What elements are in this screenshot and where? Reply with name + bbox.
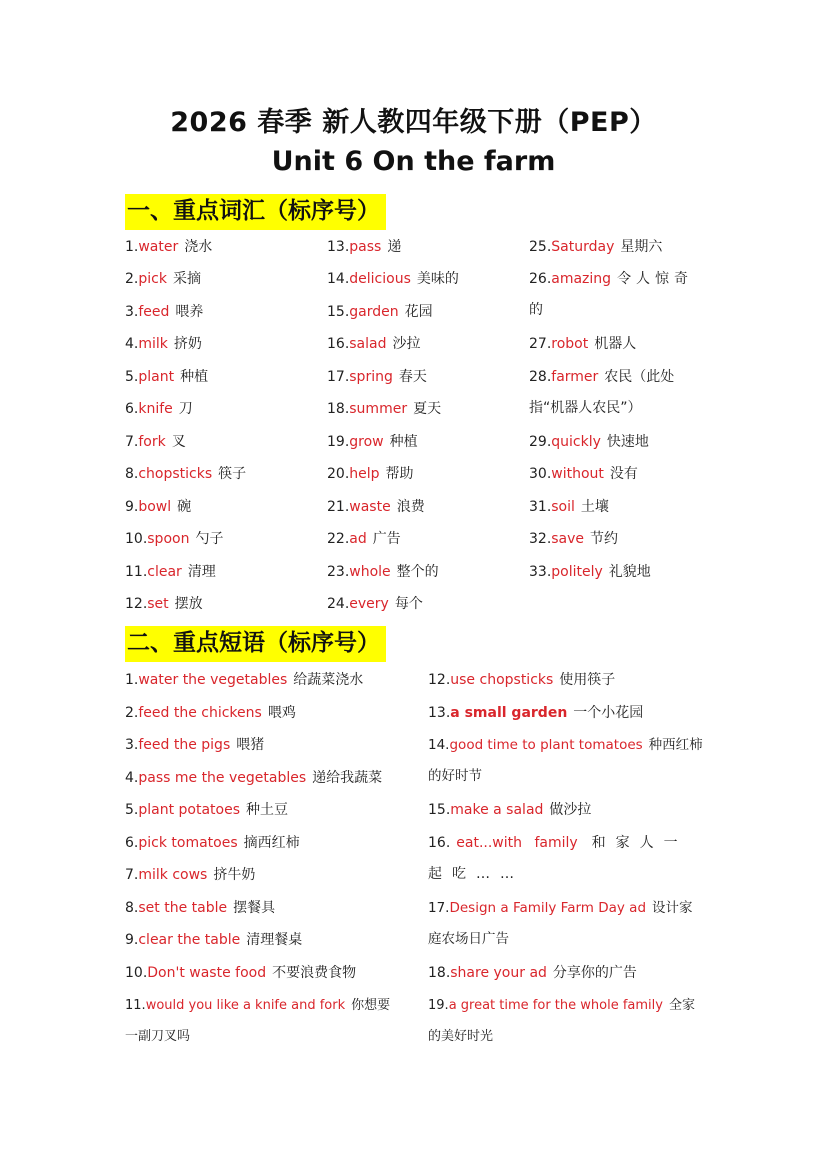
- vocab-item: 8.chopsticks 筷子: [125, 466, 247, 482]
- page-title: 2026 春季 新人教四年级下册（PEP）: [170, 107, 657, 138]
- phrase-item: 19.a great time for the whole family 全家的美好时光: [428, 998, 695, 1044]
- vocab-item: 15.garden 花园: [327, 304, 433, 320]
- vocab-item: 11.clear 清理: [125, 564, 216, 580]
- phrase-item: 17.Design a Family Farm Day ad 设计家庭农场日广告: [428, 900, 693, 947]
- vocab-item: 28.farmer 农民（此处指“机器人农民”）: [529, 369, 675, 416]
- section-heading-vocabulary: 一、重点词汇（标序号）: [125, 194, 386, 230]
- vocab-item: 14.delicious 美味的: [327, 271, 459, 287]
- vocab-item: 29.quickly 快速地: [529, 434, 649, 450]
- phrase-item: 12.use chopsticks 使用筷子: [428, 672, 616, 688]
- vocab-item: 21.waste 浪费: [327, 499, 425, 515]
- vocab-item: 19.grow 种植: [327, 434, 418, 450]
- vocab-item: 6.knife 刀: [125, 401, 193, 417]
- vocab-item: 3.feed 喂养: [125, 304, 204, 320]
- phrase-item: 16. eat...with family 和家人一起吃……: [428, 835, 688, 882]
- phrase-item: 10.Don't waste food 不要浪费食物: [125, 965, 357, 981]
- section-heading-phrases: 二、重点短语（标序号）: [125, 626, 386, 662]
- phrase-item: 7.milk cows 挤牛奶: [125, 867, 256, 883]
- phrase-item: 14.good time to plant tomatoes 种西红柿的好时节: [428, 737, 703, 784]
- vocab-item: 16.salad 沙拉: [327, 336, 421, 352]
- phrase-item: 9.clear the table 清理餐桌: [125, 932, 303, 948]
- vocab-item: 30.without 没有: [529, 466, 638, 482]
- vocab-item: 17.spring 春天: [327, 369, 427, 385]
- phrase-item: 3.feed the pigs 喂猪: [125, 737, 265, 753]
- vocab-item: 7.fork 叉: [125, 434, 186, 450]
- phrase-item: 1.water the vegetables 给蔬菜浇水: [125, 672, 364, 688]
- phrase-item: 15.make a salad 做沙拉: [428, 802, 592, 818]
- vocab-item: 1.water 浇水: [125, 239, 213, 255]
- phrase-item: 2.feed the chickens 喂鸡: [125, 705, 296, 721]
- phrase-item: 11.would you like a knife and fork 你想要一副刀叉吗: [125, 998, 391, 1044]
- vocab-item: 22.ad 广告: [327, 531, 401, 547]
- vocab-item: 4.milk 挤奶: [125, 336, 202, 352]
- phrase-item: 13.a small garden 一个小花园: [428, 705, 644, 721]
- vocab-item: 10.spoon 勺子: [125, 531, 224, 547]
- phrase-item: 6.pick tomatoes 摘西红柿: [125, 835, 300, 851]
- vocab-item: 12.set 摆放: [125, 596, 203, 612]
- phrase-item: 8.set the table 摆餐具: [125, 900, 276, 916]
- vocab-item: 27.robot 机器人: [529, 336, 637, 352]
- vocab-item: 26.amazing 令人惊奇的: [529, 271, 694, 318]
- vocab-item: 18.summer 夏天: [327, 401, 442, 417]
- vocab-item: 13.pass 递: [327, 239, 402, 255]
- vocab-item: 32.save 节约: [529, 531, 619, 547]
- vocab-item: 5.plant 种植: [125, 369, 209, 385]
- vocab-item: 2.pick 采摘: [125, 271, 201, 287]
- phrase-item: 5.plant potatoes 种土豆: [125, 802, 289, 818]
- vocab-item: 31.soil 土壤: [529, 499, 609, 515]
- vocab-item: 23.whole 整个的: [327, 564, 439, 580]
- vocab-item: 20.help 帮助: [327, 466, 414, 482]
- unit-title: Unit 6 On the farm: [271, 146, 556, 177]
- phrase-item: 18.share your ad 分享你的广告: [428, 965, 637, 981]
- vocab-item: 9.bowl 碗: [125, 499, 192, 515]
- vocab-item: 24.every 每个: [327, 596, 423, 612]
- vocab-item: 25.Saturday 星期六: [529, 239, 663, 255]
- phrase-item: 4.pass me the vegetables 递给我蔬菜: [125, 770, 383, 786]
- vocab-item: 33.politely 礼貌地: [529, 564, 651, 580]
